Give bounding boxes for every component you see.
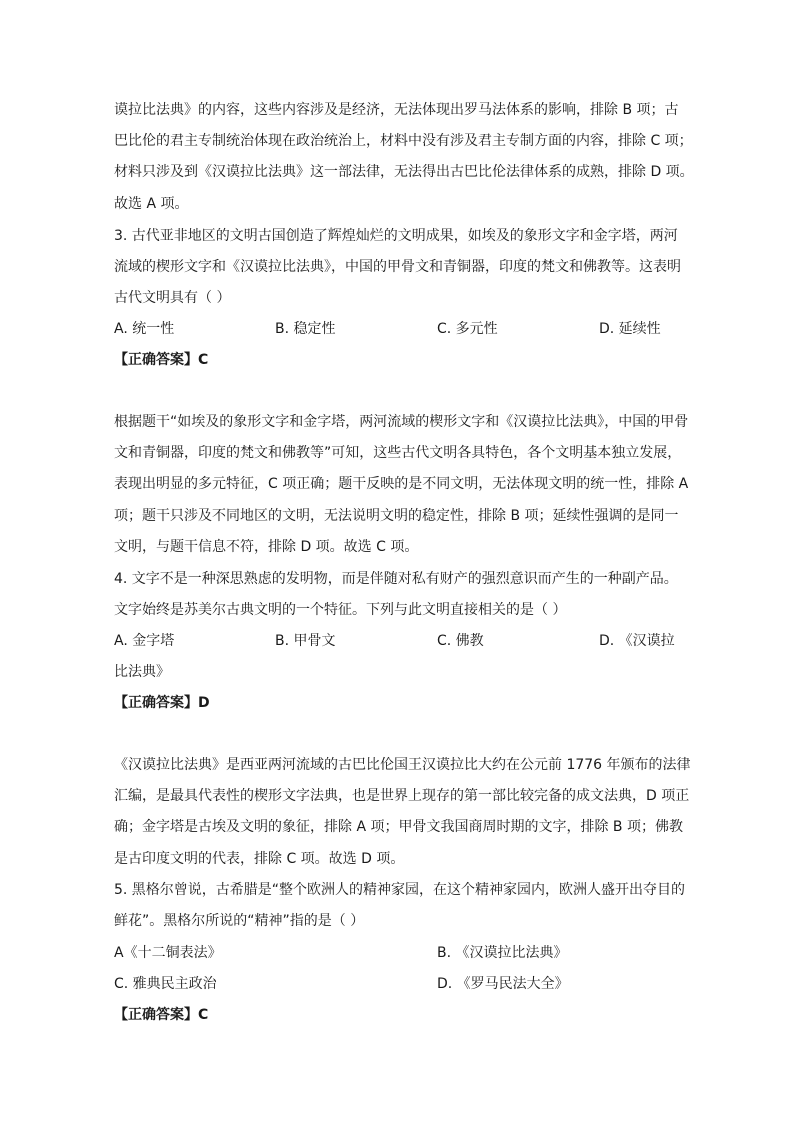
option-b: B. 甲骨文 bbox=[275, 633, 336, 649]
option-d: D. 《罗马民法大全》 bbox=[437, 976, 569, 992]
explanation-line: 汇编，是最具代表性的楔形文字法典，也是世界上现存的第一部比较完备的成文法典，D 项正 bbox=[114, 788, 690, 804]
answer-label: 【正确答案】D bbox=[114, 695, 210, 711]
explanation-line: 故选 A 项。 bbox=[114, 196, 189, 212]
option-c: C. 雅典民主政治 bbox=[114, 976, 217, 992]
option-b: B. 稳定性 bbox=[275, 321, 336, 337]
option-d-continued: 比法典》 bbox=[114, 664, 170, 680]
option-c: C. 多元性 bbox=[437, 321, 498, 337]
option-d: D. 《汉谟拉 bbox=[599, 633, 675, 649]
explanation-line: 根据题干“如埃及的象形文字和金字塔，两河流域的楔形文字和《汉谟拉比法典》，中国的甲骨 bbox=[114, 414, 689, 430]
explanation-line: 文和青铜器，印度的梵文和佛教等”可知，这些古代文明各具特色，各个文明基本独立发展， bbox=[114, 445, 682, 461]
question-4-stem: 文字始终是苏美尔古典文明的一个特征。下列与此文明直接相关的是（ ） bbox=[114, 602, 567, 618]
question-5-stem: 5. 黑格尔曾说，古希腊是“整个欧洲人的精神家园，在这个精神家园内，欧洲人盛开出夺目的 bbox=[114, 882, 686, 898]
option-a: A《十二铜表法》 bbox=[114, 945, 222, 961]
explanation-line: 是古印度文明的代表，排除 C 项。故选 D 项。 bbox=[114, 851, 405, 867]
option-d: D. 延续性 bbox=[599, 321, 661, 337]
option-a: A. 金字塔 bbox=[114, 633, 175, 649]
question-3-stem: 流域的楔形文字和《汉谟拉比法典》，中国的甲骨文和青铜器，印度的梵文和佛教等。这表明 bbox=[114, 259, 681, 275]
explanation-line: 《汉谟拉比法典》是西亚两河流域的古巴比伦国王汉谟拉比大约在公元前 1776 年颁布的法律 bbox=[114, 757, 691, 773]
option-b: B. 《汉谟拉比法典》 bbox=[437, 945, 568, 961]
question-4-stem: 4. 文字不是一种深思熟虑的发明物，而是伴随对私有财产的强烈意识而产生的一种副产品。 bbox=[114, 571, 678, 587]
question-5-stem: 鲜花”。黑格尔所说的“精神”指的是（ ） bbox=[114, 913, 365, 929]
explanation-line: 材料只涉及到《汉谟拉比法典》这一部法律，无法得出古巴比伦法律体系的成熟，排除 D 项。 bbox=[114, 164, 694, 180]
option-a: A. 统一性 bbox=[114, 321, 175, 337]
question-3-stem: 古代文明具有（ ） bbox=[114, 290, 231, 306]
explanation-line: 表现出明显的多元特征，C 项正确；题干反映的是不同文明，无法体现文明的统一性，排除 A bbox=[114, 476, 689, 492]
explanation-line: 巴比伦的君主专制统治体现在政治统治上，材料中没有涉及君主专制方面的内容，排除 C 项； bbox=[114, 133, 693, 149]
answer-label: 【正确答案】C bbox=[114, 352, 209, 368]
question-3-stem: 3. 古代亚非地区的文明古国创造了辉煌灿烂的文明成果，如埃及的象形文字和金字塔，两河 bbox=[114, 228, 678, 244]
explanation-line: 确；金字塔是古埃及文明的象征，排除 A 项；甲骨文我国商周时期的文字，排除 B 项；佛教 bbox=[114, 819, 683, 835]
explanation-line: 谟拉比法典》的内容，这些内容涉及是经济，无法体现出罗马法体系的影响，排除 B 项；古 bbox=[114, 102, 679, 118]
answer-label: 【正确答案】C bbox=[114, 1007, 209, 1023]
explanation-line: 项；题干只涉及不同地区的文明，无法说明文明的稳定性，排除 B 项；延续性强调的是同一 bbox=[114, 508, 679, 524]
explanation-line: 文明，与题干信息不符，排除 D 项。故选 C 项。 bbox=[114, 539, 419, 555]
option-c: C. 佛教 bbox=[437, 633, 484, 649]
